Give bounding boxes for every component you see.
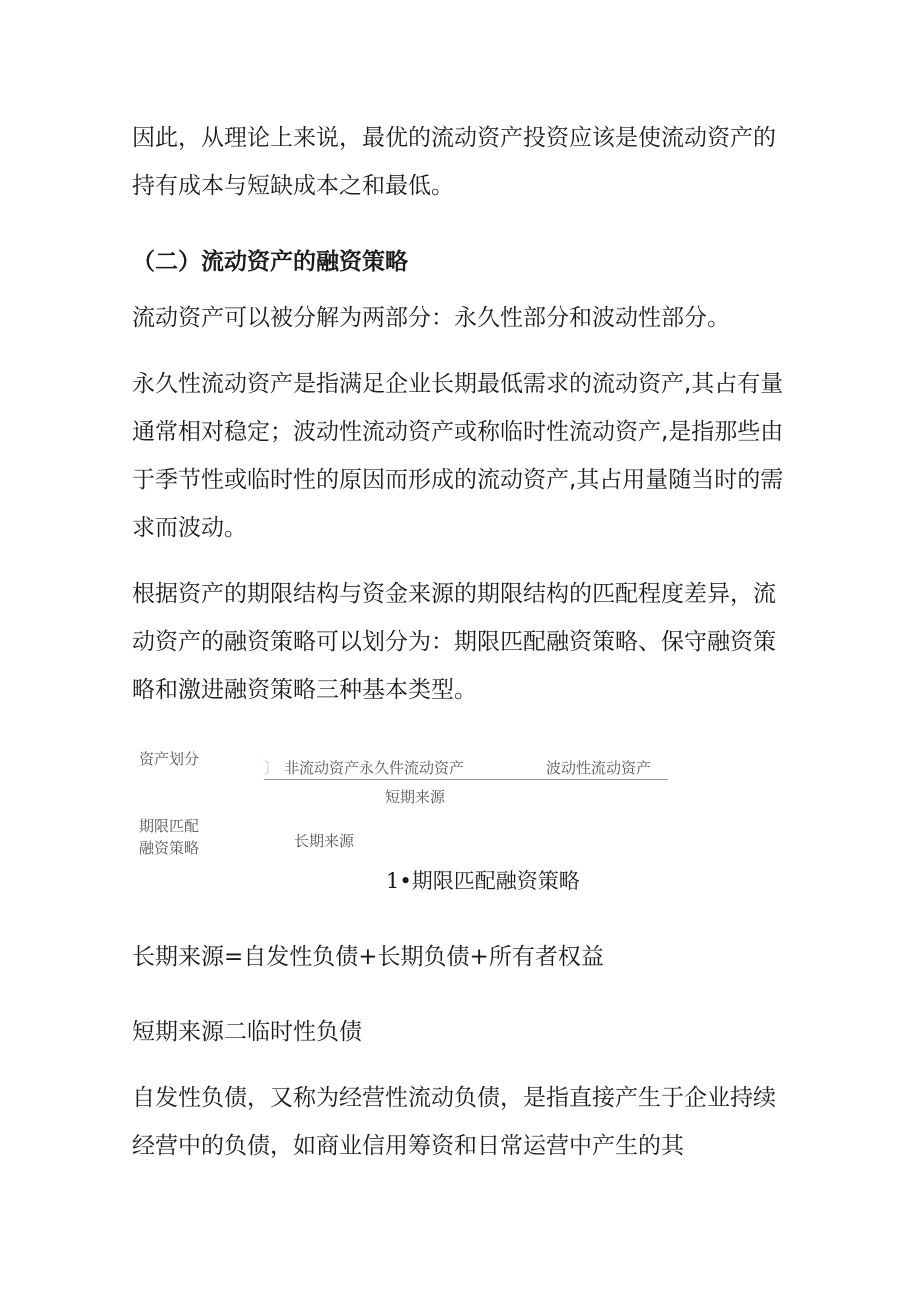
paragraph-long-term-source-formula — [132, 933, 792, 981]
text-line: 动资产的融资策略可以划分为：期限匹配融资策略、保守融资策 — [132, 629, 776, 655]
paragraph-permanent-definition — [132, 360, 792, 552]
section-heading: （二）流动资产的融资策略 — [132, 249, 408, 275]
diagram-asset-row — [264, 757, 668, 780]
diagram-strategy-label-line1: 期限匹配 — [139, 817, 200, 835]
paragraph-decomposition — [132, 294, 792, 342]
diagram-bracket-glyph: 〕 — [264, 759, 280, 777]
text-line: 长期来源=自发性负债+长期负债+所有者权益 — [132, 944, 604, 970]
paragraph-optimal-investment — [132, 114, 792, 210]
diagram-short-term-source: 短期来源 — [385, 788, 446, 806]
diagram-long-term-source: 长期来源 — [294, 832, 355, 850]
text-line: 略和激进融资策略三种基本类型。 — [132, 677, 477, 703]
diagram-non-current-permanent: 非流动资产永久件流动资产 — [284, 759, 465, 777]
text-line: 短期来源二临时性负债 — [132, 1019, 362, 1045]
text-line: 持有成本与短缺成本之和最低。 — [132, 173, 454, 199]
text-line: 根据资产的期限结构与资金来源的期限结构的匹配程度差异，流 — [132, 581, 776, 607]
text-line: 通常相对稳定；波动性流动资产或称临时性流动资产,是指那些由 — [132, 419, 784, 445]
text-line: 求而波动。 — [132, 515, 247, 541]
text-line: 自发性负债，又称为经营性流动负债，是指直接产生于企业持续 — [132, 1085, 776, 1111]
diagram-caption: 1•期限匹配融资策略 — [386, 869, 580, 893]
diagram-fluctuating-current: 波动性流动资产 — [546, 759, 652, 777]
paragraph-spontaneous-liabilities — [132, 1074, 792, 1170]
paragraph-strategy-types — [132, 570, 792, 714]
diagram-asset-division-label: 资产划分 — [139, 750, 200, 768]
text-line: 经营中的负债，如商业信用筹资和日常运营中产生的其 — [132, 1133, 684, 1159]
text-line: 流动资产可以被分解为两部分：永久性部分和波动性部分。 — [132, 305, 730, 331]
paragraph-short-term-source-formula — [132, 1008, 792, 1056]
text-line: 于季节性或临时性的原因而形成的流动资产,其占用量随当时的需 — [132, 467, 784, 493]
text-line: 永久性流动资产是指满足企业长期最低需求的流动资产,其占有量 — [132, 371, 784, 397]
diagram-strategy-label-line2: 融资策略 — [139, 839, 200, 857]
text-line: 因此，从理论上来说，最优的流动资产投资应该是使流动资产的 — [132, 125, 776, 151]
